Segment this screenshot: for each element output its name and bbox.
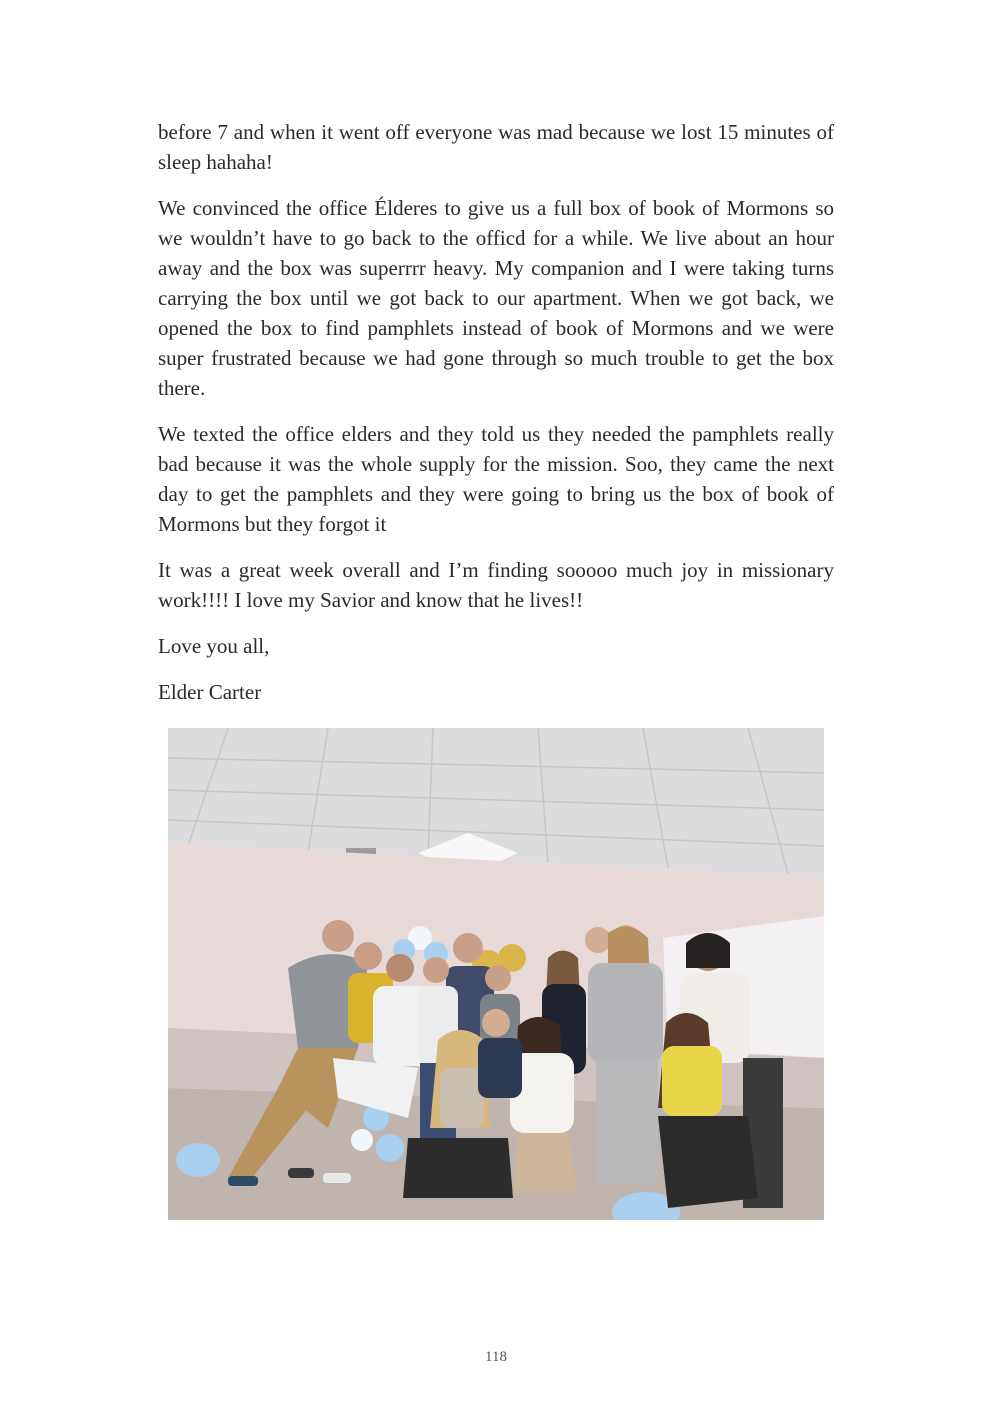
paragraph-3: We texted the office elders and they told us they needed the pamphlets really bad because it was the whole supply for the mission. Soo, they came the next day to get the pamphlets and they were going to bring us the box of book of Mormons but they forgot it [158,422,834,536]
letter-body [158,117,834,723]
group-photo [168,728,824,1220]
page-number: 118 [485,1349,507,1365]
paragraph-4: It was a great week overall and I’m finding sooooo much joy in missionary work!!!! I love my Savior and know that he lives!! [158,558,834,612]
closing-line: Love you all, [158,634,270,658]
signature: Elder Carter [158,680,262,704]
paragraph-1: before 7 and when it went off everyone was mad because we lost 15 minutes of sleep hahaha! [158,120,834,174]
paragraph-2: We convinced the office Élderes to give us a full box of book of Mormons so we wouldn’t have to go back to the officd for a while. We live about an hour away and the box was superrrr heavy. My companion and I were taking turns carrying the box until we got back to our apartment. When we got back, we opened the box to find pamphlets instead of book of Mormons and we were super frustrated because we had gone through so much trouble to get the box there. [158,196,834,400]
